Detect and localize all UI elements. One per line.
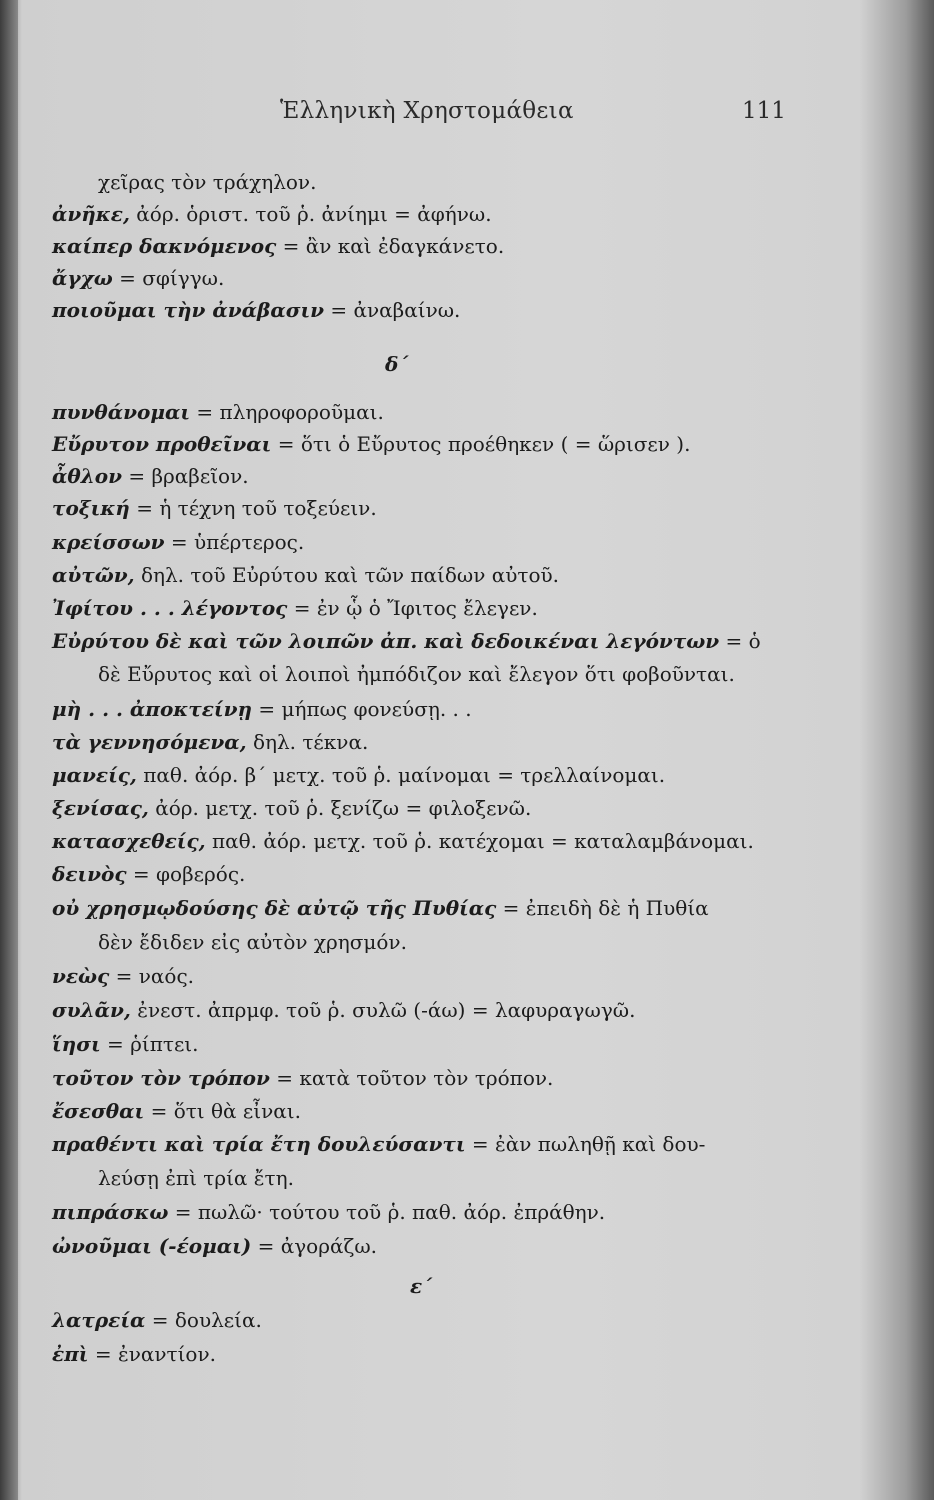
glossary-line (52, 695, 834, 723)
glossary-term: ποιοῦμαι τὴν ἀνάβασιν (52, 298, 325, 322)
glossary-term: ἄγχω (52, 266, 113, 290)
glossary-line (52, 728, 834, 756)
glossary-definition: δηλ. τοῦ Εὐρύτου καὶ τῶν παίδων αὐτοῦ. (134, 563, 560, 587)
glossary-term: πραθέντι καὶ τρία ἔτη δουλεύσαντι (52, 1132, 466, 1156)
glossary-definition: = ἂν καὶ ἐδαγκάνετο. (276, 234, 505, 258)
glossary-definition: = ἡ τέχνη τοῦ τοξεύειν. (129, 496, 377, 520)
glossary-line (52, 1306, 834, 1334)
glossary-line (52, 1030, 834, 1058)
glossary-definition: = μήπως φονεύσῃ. . . (252, 697, 472, 721)
glossary-definition: παθ. ἀόρ. μετχ. τοῦ ῥ. κατέχομαι = καταλαμβάνομαι. (205, 829, 754, 853)
glossary-line (98, 928, 834, 956)
glossary-definition: = ῥίπτει. (100, 1032, 199, 1056)
glossary-term: κρείσσων (52, 530, 165, 554)
glossary-line (52, 827, 834, 855)
glossary-definition: = πληροφοροῦμαι. (190, 400, 384, 424)
glossary-line (52, 894, 834, 922)
glossary-definition: = σφίγγω. (112, 266, 225, 290)
glossary-term: κατασχεθείς, (52, 829, 206, 853)
glossary-term: ἵησι (52, 1032, 101, 1056)
glossary-definition: ἐνεστ. ἀπρμφ. τοῦ ῥ. συλῶ (-άω) = λαφυραγωγῶ. (130, 998, 636, 1022)
glossary-definition: ἀόρ. ὁριστ. τοῦ ῥ. ἀνίημι = ἀφήνω. (129, 202, 492, 226)
glossary-line (52, 1097, 834, 1125)
book-spine (0, 0, 18, 1500)
glossary-term: οὐ χρησμῳδούσης δὲ αὐτῷ τῆς Πυθίας (52, 896, 497, 920)
glossary-definition: = φοβερός. (126, 862, 246, 886)
glossary-term: ἐπὶ (52, 1342, 89, 1366)
glossary-definition: = ὑπέρτερος. (164, 530, 305, 554)
glossary-line (52, 398, 834, 426)
glossary-term: τοῦτον τὸν τρόπον (52, 1066, 270, 1090)
glossary-line (52, 594, 834, 622)
glossary-term: Εὐρύτου δὲ καὶ τῶν λοιπῶν ἀπ. καὶ δεδοικέναι λεγόντων (52, 629, 720, 653)
glossary-term: μὴ . . . ἀποκτείνῃ (52, 697, 252, 721)
glossary-definition: = ἐν ᾧ ὁ Ἴφιτος ἔλεγεν. (287, 596, 538, 620)
glossary-definition: = ἀγοράζω. (251, 1234, 377, 1258)
glossary-term: νεὼς (52, 964, 110, 988)
glossary-line (52, 264, 834, 292)
glossary-definition: = ὁ (719, 629, 761, 653)
glossary-term: ξενίσας, (52, 796, 149, 820)
glossary-definition: = ἀναβαίνω. (324, 298, 461, 322)
glossary-line (98, 660, 834, 688)
glossary-line (98, 168, 834, 196)
glossary-definition: δηλ. τέκνα. (246, 730, 369, 754)
glossary-definition: = ὅτι θὰ εἶναι. (144, 1099, 301, 1123)
section-letter: ε΄ (410, 1274, 433, 1298)
glossary-definition: δὲν ἔδιδεν εἰς αὐτὸν χρησμόν. (98, 930, 407, 954)
glossary-term: λατρεία (52, 1308, 146, 1332)
glossary-term: πιπράσκω (52, 1200, 169, 1224)
glossary-line (52, 996, 834, 1024)
glossary-line (52, 1064, 834, 1092)
glossary-line (52, 1340, 834, 1368)
glossary-line (52, 494, 834, 522)
glossary-term: δεινὸς (52, 862, 127, 886)
glossary-definition: = πωλῶ· τούτου τοῦ ῥ. παθ. ἀόρ. ἐπράθην. (168, 1200, 606, 1224)
glossary-definition: παθ. ἀόρ. β΄ μετχ. τοῦ ῥ. μαίνομαι = τρελλαίνομαι. (136, 763, 666, 787)
glossary-definition: = βραβεῖον. (121, 464, 249, 488)
glossary-definition: = ναός. (109, 964, 195, 988)
glossary-line (52, 430, 834, 458)
glossary-definition: λεύσῃ ἐπὶ τρία ἔτη. (98, 1166, 294, 1190)
glossary-line (52, 860, 834, 888)
glossary-line (52, 296, 834, 324)
glossary-term: καίπερ δακνόμενος (52, 234, 277, 258)
glossary-term: ἆθλον (52, 464, 122, 488)
glossary-line (52, 794, 834, 822)
glossary-term: πυνθάνομαι (52, 400, 191, 424)
glossary-line (52, 200, 834, 228)
glossary-term: συλᾶν, (52, 998, 131, 1022)
glossary-definition: ἀόρ. μετχ. τοῦ ῥ. ξενίζω = φιλοξενῶ. (148, 796, 532, 820)
running-title: Ἑλληνικὴ Χρηστομάθεια (280, 98, 574, 124)
glossary-line (52, 528, 834, 556)
glossary-term: ἀνῆκε, (52, 202, 130, 226)
page-header (0, 98, 934, 134)
glossary-term: ἔσεσθαι (52, 1099, 145, 1123)
glossary-term: μανείς, (52, 763, 137, 787)
glossary-term: αὐτῶν, (52, 563, 135, 587)
glossary-definition: δὲ Εὔρυτος καὶ οἱ λοιποὶ ἠμπόδιζον καὶ ἔλεγον ὅτι φοβοῦνται. (98, 662, 735, 686)
glossary-definition: = ἐπειδὴ δὲ ἡ Πυθία (496, 896, 709, 920)
glossary-line (52, 962, 834, 990)
glossary-line (52, 1130, 834, 1158)
glossary-line (52, 627, 834, 655)
glossary-line (52, 462, 834, 490)
glossary-definition: = ἐὰν πωληθῇ καὶ δου- (465, 1132, 706, 1156)
glossary-line (52, 761, 834, 789)
glossary-line (98, 1164, 834, 1192)
glossary-line (52, 232, 834, 260)
glossary-line (52, 561, 834, 589)
glossary-term: ὠνοῦμαι (-έομαι) (52, 1234, 252, 1258)
glossary-term: τὰ γεννησόμενα, (52, 730, 247, 754)
glossary-term: Ἰφίτου . . . λέγοντος (52, 596, 288, 620)
page-number: 111 (742, 98, 786, 124)
glossary-term: Εὔρυτον προθεῖναι (52, 432, 272, 456)
glossary-definition: = ἐναντίον. (88, 1342, 216, 1366)
glossary-line (52, 1232, 834, 1260)
glossary-definition: χεῖρας τὸν τράχηλον. (98, 170, 317, 194)
glossary-term: τοξική (52, 496, 130, 520)
glossary-definition: = δουλεία. (145, 1308, 262, 1332)
glossary-definition: = ὅτι ὁ Εὔρυτος προέθηκεν ( = ὥρισεν ). (271, 432, 691, 456)
glossary-line (52, 1198, 834, 1226)
glossary-definition: = κατὰ τοῦτον τὸν τρόπον. (269, 1066, 554, 1090)
section-letter: δ΄ (385, 352, 409, 376)
